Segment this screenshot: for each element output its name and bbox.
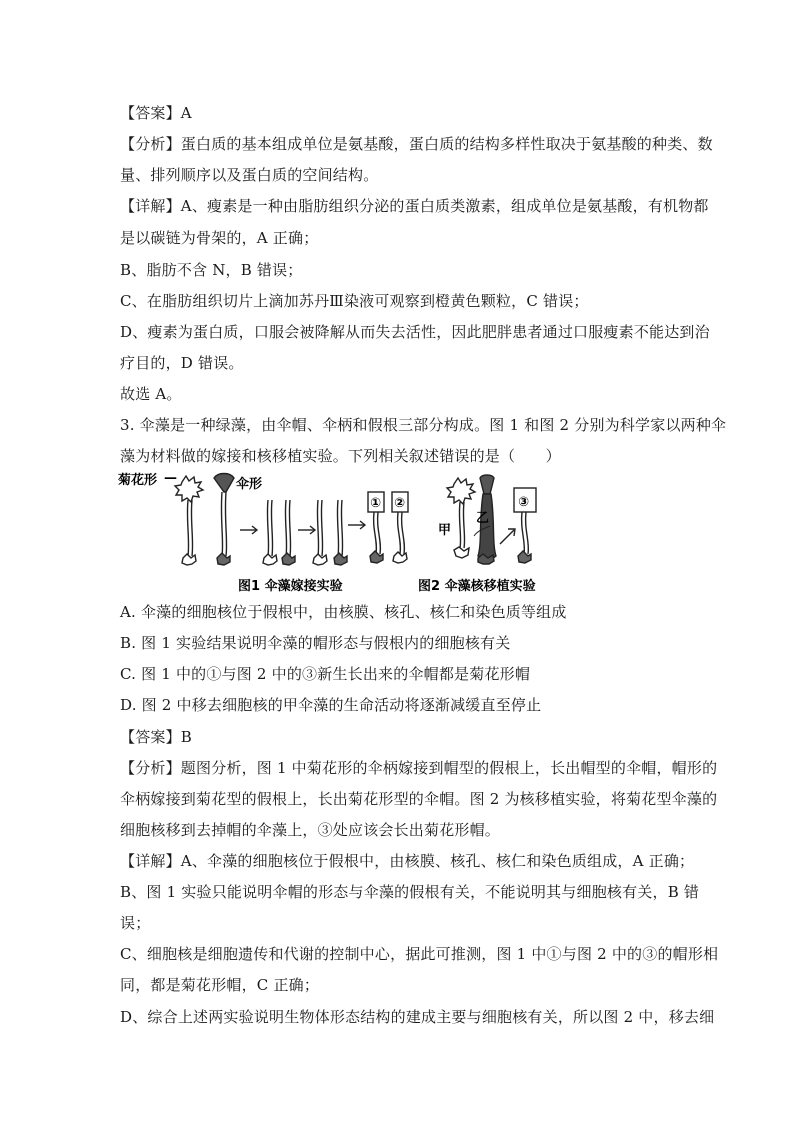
analysis-1-line-2: 量、排列顺序以及蛋白质的空间结构。 bbox=[120, 166, 379, 184]
box-1-label: ① bbox=[370, 496, 382, 511]
question-3-line-1: 3. 伞藻是一种绿藻，由伞帽、伞柄和假根三部分构成。图 1 和图 2 分别为科学家以两种伞 bbox=[120, 416, 727, 434]
option-a: A. 伞藻的细胞核位于假根中，由核膜、核孔、核仁和染色质等组成 bbox=[120, 603, 567, 621]
detail-3-line-1: 【详解】A、伞藻的细胞核位于假根中，由核膜、核孔、核仁和染色质组成，A 正确； bbox=[120, 852, 695, 870]
answer-label-1: 【答案】A bbox=[120, 104, 192, 122]
acetabularia-figure-svg bbox=[118, 470, 560, 596]
box-2-label: ② bbox=[394, 496, 406, 511]
detail-1-line-1: 【详解】A、瘦素是一种由脂肪组织分泌的蛋白质类激素，组成单位是氨基酸，有机物都 bbox=[120, 197, 709, 215]
detail-3-line-3: 误； bbox=[120, 914, 151, 932]
svg-text:—: — bbox=[164, 471, 177, 486]
detail-1-line-5: D、瘦素为蛋白质，口服会被降解从而失去活性，因此肥胖患者通过口服瘦素不能达到治 bbox=[120, 323, 710, 341]
option-c: C. 图 1 中的①与图 2 中的③新生长出来的伞帽都是菊花形帽 bbox=[120, 665, 531, 683]
acetabularia-figure bbox=[118, 470, 560, 596]
figure-2-caption: 图2 伞藻核移植实验 bbox=[418, 579, 536, 594]
label-chrysanthemum: 菊花形 bbox=[118, 473, 158, 488]
label-jia: 甲 bbox=[438, 523, 452, 538]
answer-label-3: 【答案】B bbox=[120, 728, 193, 746]
analysis-3-line-2: 伞柄嫁接到菊花型的假根上，长出菊花形型的伞帽。图 2 为核移植实验，将菊花型伞藻的 bbox=[120, 790, 718, 808]
question-3-line-2: 藻为材料做的嫁接和核移植实验。下列相关叙述错误的是（ ） bbox=[120, 447, 561, 465]
detail-1-line-6: 疗目的，D 错误。 bbox=[120, 354, 244, 372]
stalk-1 bbox=[187, 500, 188, 556]
detail-1-line-4: C、在脂肪组织切片上滴加苏丹Ⅲ染液可观察到橙黄色颗粒，C 错误； bbox=[120, 292, 589, 310]
rhizoid-1 bbox=[182, 554, 196, 565]
analysis-3-line-1: 【分析】题图分析，图 1 中菊花形的伞柄嫁接到帽型的假根上，长出帽型的伞帽，帽形的 bbox=[120, 759, 718, 777]
analysis-3-line-3: 细胞核移到去掉帽的伞藻上，③处应该会长出菊花形帽。 bbox=[120, 821, 501, 839]
option-d: D. 图 2 中移去细胞核的甲伞藻的生命活动将逐渐减缓直至停止 bbox=[120, 696, 542, 714]
label-umbrella: 伞形 bbox=[236, 477, 263, 492]
detail-3-line-6: D、综合上述两实验说明生物体形态结构的建成主要与细胞核有关，所以图 2 中，移去细 bbox=[120, 1008, 715, 1026]
detail-3-line-2: B、图 1 实验只能说明伞帽的形态与伞藻的假根有关，不能说明其与细胞核有关，B 错 bbox=[120, 883, 700, 901]
umbrella-cap-icon bbox=[214, 474, 234, 493]
option-b: B. 图 1 实验结果说明伞藻的帽形态与假根内的细胞核有关 bbox=[120, 634, 511, 652]
analysis-1-line-1: 【分析】蛋白质的基本组成单位是氨基酸，蛋白质的结构多样性取决于氨基酸的种类、数 bbox=[120, 135, 713, 153]
detail-1-line-3: B、脂肪不含 N，B 错误； bbox=[120, 261, 303, 279]
detail-3-line-5: 同，都是菊花形帽，C 正确； bbox=[120, 976, 320, 994]
figure-1-caption: 图1 伞藻嫁接实验 bbox=[238, 579, 343, 594]
detail-1-line-7: 故选 A。 bbox=[120, 385, 182, 403]
box-3-label: ③ bbox=[518, 495, 530, 510]
rhizoid-2 bbox=[217, 553, 230, 565]
label-yi: 乙 bbox=[476, 511, 490, 526]
chrysanthemum-cap-icon bbox=[175, 476, 203, 502]
detail-1-line-2: 是以碳链为骨架的，A 正确； bbox=[120, 229, 319, 247]
detail-3-line-4: C、细胞核是细胞遗传和代谢的控制中心，据此可推测，图 1 中①与图 2 中的③的帽形相 bbox=[120, 945, 719, 963]
